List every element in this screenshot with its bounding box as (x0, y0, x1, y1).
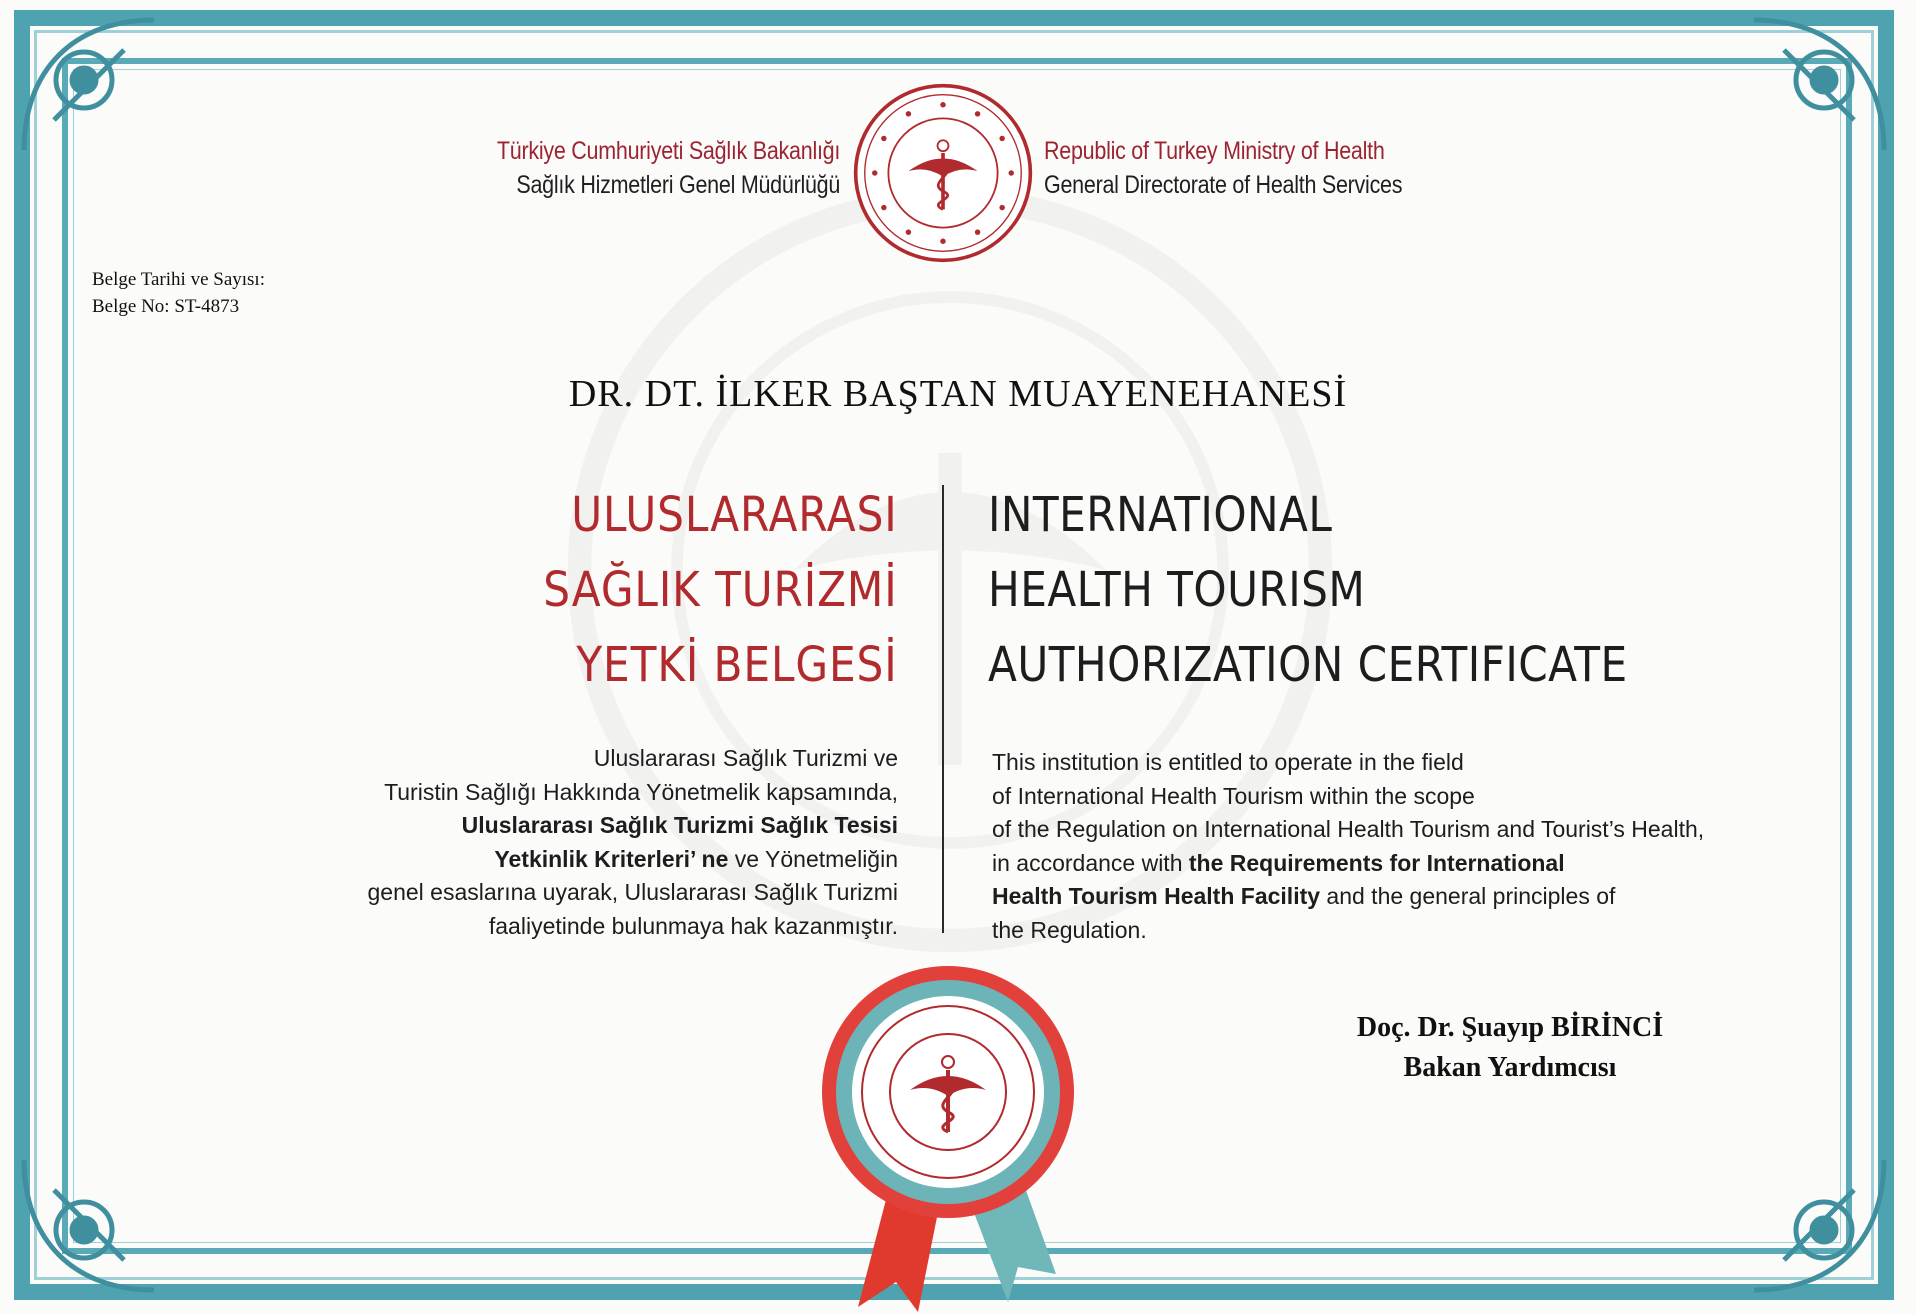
header-english (1044, 134, 1461, 202)
document-info (92, 266, 265, 320)
body-en-bold: Health Tourism Health Facility (992, 883, 1321, 909)
body-turkish (258, 742, 898, 943)
header-turkish (441, 134, 840, 202)
title-tr-line: ULUSLARARASI (571, 487, 898, 543)
body-tr-text: ve Yönetmeliğin (728, 845, 898, 872)
title-english (988, 478, 1715, 703)
title-en-line: INTERNATIONAL (988, 487, 1333, 543)
body-en-line: the Regulation. (992, 916, 1147, 943)
corner-ornament-top-left (14, 10, 164, 160)
header-en-ministry: Republic of Turkey Ministry of Health (1044, 137, 1385, 165)
body-en-text: and the general principles of (1320, 883, 1616, 909)
body-en-line: This institution is entitled to operate in the field (992, 749, 1464, 775)
body-tr-line: Uluslararası Sağlık Turizmi ve (593, 745, 898, 771)
body-en-line: of International Health Tourism within the scope (992, 782, 1475, 809)
body-en-text: in accordance with (992, 849, 1189, 876)
body-tr-bold: Uluslararası Sağlık Turizmi Sağlık Tesisi (461, 812, 898, 838)
body-en-bold: the Requirements for International (1188, 849, 1565, 876)
body-tr-line: faaliyetinde bulunmaya hak kazanmıştır. (488, 912, 898, 939)
title-turkish (495, 478, 898, 703)
ministry-seal (852, 82, 1034, 264)
institution-name: DR. DT. İLKER BAŞTAN MUAYENEHANESİ (568, 373, 1348, 415)
title-tr-line: YETKİ BELGESİ (576, 637, 898, 693)
body-english (992, 746, 1852, 947)
body-tr-line: Turistin Sağlığı Hakkında Yönetmelik kapsamında, (384, 778, 898, 805)
signer-block (1250, 1008, 1770, 1088)
award-rosette (818, 962, 1078, 1312)
header-tr-directorate: Sağlık Hizmetleri Genel Müdürlüğü (516, 171, 840, 199)
body-tr-line: genel esaslarına uyarak, Uluslararası Sağlık Turizmi (367, 879, 898, 905)
title-tr-line: SAĞLIK TURİZMİ (543, 562, 898, 618)
document-date-number-label: Belge Tarihi ve Sayısı: (92, 269, 265, 290)
corner-ornament-top-right (1744, 10, 1894, 160)
column-divider (942, 485, 944, 933)
signer-name: Doç. Dr. Şuayıp BİRİNCİ (1356, 1012, 1664, 1043)
title-en-line: AUTHORIZATION CERTIFICATE (988, 637, 1628, 693)
corner-ornament-bottom-right (1744, 1150, 1894, 1300)
header-tr-ministry: Türkiye Cumhuriyeti Sağlık Bakanlığı (496, 137, 840, 165)
corner-ornament-bottom-left (14, 1150, 164, 1300)
title-en-line: HEALTH TOURISM (988, 562, 1366, 618)
signer-title: Bakan Yardımcısı (1403, 1052, 1617, 1083)
body-en-line: of the Regulation on International Health Tourism and Tourist’s Health, (992, 816, 1705, 842)
document-number: Belge No: ST-4873 (92, 296, 240, 317)
header-en-directorate: General Directorate of Health Services (1044, 171, 1403, 199)
body-tr-bold: Yetkinlik Kriterleri’ ne (494, 845, 729, 872)
